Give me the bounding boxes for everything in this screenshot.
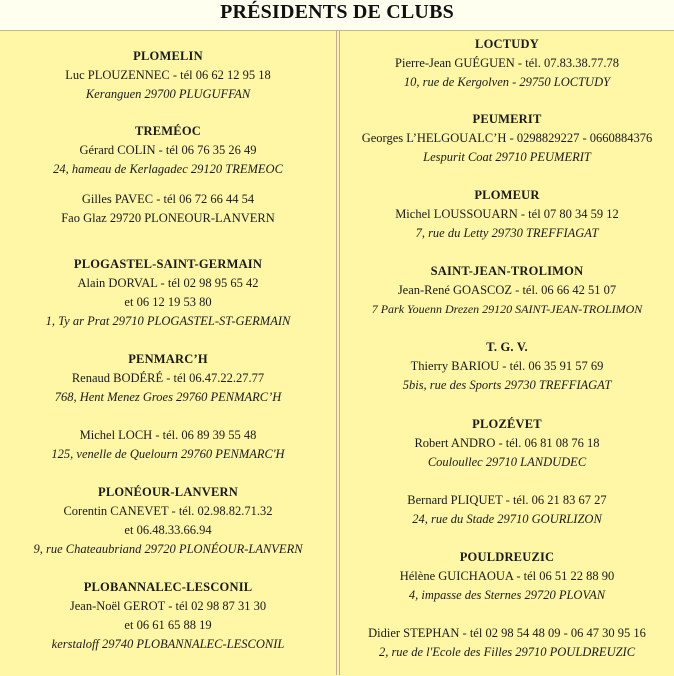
contact-line: et 06 12 19 53 80	[124, 295, 212, 309]
contact-line: Gilles PAVEC - tél 06 72 66 44 54	[81, 192, 255, 206]
club-name: POULDREUZIC	[459, 550, 555, 564]
club-block-plomeur	[340, 186, 674, 243]
contact-line: Thierry BARIOU - tél. 06 35 91 57 69	[410, 359, 604, 373]
club-name: T. G. V.	[486, 340, 528, 354]
contact-line: Didier STEPHAN - tél 02 98 54 48 09 - 06 47 30 95 16	[368, 626, 646, 640]
contact-address: Fao Glaz 29720 PLONEOUR-LANVERN	[61, 211, 275, 225]
contact-line: Jean-René GOASCOZ - tél. 06 66 42 51 07	[397, 283, 617, 297]
contact-line: Renaud BODÉRÉ - tél 06.47.22.27.77	[71, 371, 265, 385]
club-name: PEUMERIT	[472, 112, 542, 126]
contact-line: Georges L’HELGOUALC’H - 0298829227 - 0660884376	[361, 131, 653, 145]
club-name: PENMARC’H	[128, 352, 208, 366]
contact-address: 4, impasse des Sternes 29720 PLOVAN	[408, 588, 606, 602]
contact-line: et 06 61 65 88 19	[124, 618, 212, 632]
contact-address: 2, rue de l'Ecole des Filles 29710 POULDREUZIC	[378, 645, 636, 659]
contact-line: Corentin CANEVET - tél. 02.98.82.71.32	[63, 504, 273, 518]
club-block-saint-jean-trolimon	[340, 262, 674, 319]
contact-line: Michel LOCH - tél. 06 89 39 55 48	[79, 428, 257, 442]
contact-address: 125, venelle de Quelourn 29760 PENMARC'H	[51, 447, 285, 461]
club-name: PLONÉOUR-LANVERN	[97, 485, 238, 499]
club-name: PLOZÉVET	[472, 417, 542, 431]
club-block-tgv	[340, 338, 674, 395]
club-block-loctudy	[340, 35, 674, 92]
club-name: TREMÉOC	[135, 124, 201, 138]
contact-address: 7 Park Youenn Drezen 29120 SAINT-JEAN-TROLIMON	[371, 302, 643, 316]
club-block-penmarch	[0, 350, 336, 464]
contact-line: Gérard COLIN - tél 06 76 35 26 49	[79, 143, 257, 157]
club-block-plomelin	[0, 47, 336, 104]
club-name: PLOBANNALEC-LESCONIL	[83, 580, 253, 594]
contact-address: 1, Ty ar Prat 29710 PLOGASTEL-ST-GERMAIN	[45, 314, 291, 328]
contact-address: Lespurit Coat 29710 PEUMERIT	[423, 150, 591, 164]
contact-address: 9, rue Chateaubriand 29720 PLONÉOUR-LANVERN	[33, 542, 303, 556]
club-name: PLOGASTEL-SAINT-GERMAIN	[73, 257, 263, 271]
club-block-ploneour-lanvern	[0, 483, 336, 559]
club-block-tremeoc	[0, 122, 336, 228]
contact-line: Michel LOUSSOUARN - tél 07 80 34 59 12	[395, 207, 619, 221]
contact-address: Couloullec 29710 LANDUDEC	[427, 455, 587, 469]
contact-address: 24, hameau de Kerlagadec 29120 TREMEOC	[53, 162, 283, 176]
contact-line: Hélène GUICHAOUA - tél 06 51 22 88 90	[399, 569, 615, 583]
club-name: LOCTUDY	[475, 37, 539, 51]
contact-address: 7, rue du Letty 29730 TREFFIAGAT	[415, 226, 599, 240]
club-block-plogastel	[0, 255, 336, 331]
contact-line: Jean-Noël GEROT - tél 02 98 87 31 30	[69, 599, 267, 613]
contact-address: 768, Hent Menez Groes 29760 PENMARC’H	[54, 390, 282, 404]
club-block-plobannalec-lesconil	[0, 578, 336, 654]
contact-line: Pierre-Jean GUÉGUEN - tél. 07.83.38.77.78	[395, 56, 619, 70]
contact-address: Keranguen 29700 PLUGUFFAN	[85, 87, 251, 101]
contact-address: kerstaloff 29740 PLOBANNALEC-LESCONIL	[51, 637, 285, 651]
contact-line: Bernard PLIQUET - tél. 06 21 83 67 27	[407, 493, 607, 507]
contact-line: Robert ANDRO - tél. 06 81 08 76 18	[414, 436, 600, 450]
club-name: SAINT-JEAN-TROLIMON	[430, 264, 584, 278]
contact-line: Alain DORVAL - tél 02 98 95 65 42	[77, 276, 259, 290]
page-title: PRÉSIDENTS DE CLUBS	[220, 1, 454, 23]
club-block-plozevet	[340, 415, 674, 529]
contact-address: 10, rue de Kergolven - 29750 LOCTUDY	[403, 75, 611, 89]
contact-address: 24, rue du Stade 29710 GOURLIZON	[412, 512, 602, 526]
contact-line: Luc PLOUZENNEC - tél 06 62 12 95 18	[65, 68, 271, 82]
club-name: PLOMEUR	[474, 188, 540, 202]
club-block-peumerit	[340, 110, 674, 167]
contact-line: et 06.48.33.66.94	[124, 523, 212, 537]
club-name: PLOMELIN	[133, 49, 203, 63]
club-block-pouldreuzic	[340, 548, 674, 662]
contact-address: 5bis, rue des Sports 29730 TREFFIAGAT	[402, 378, 612, 392]
